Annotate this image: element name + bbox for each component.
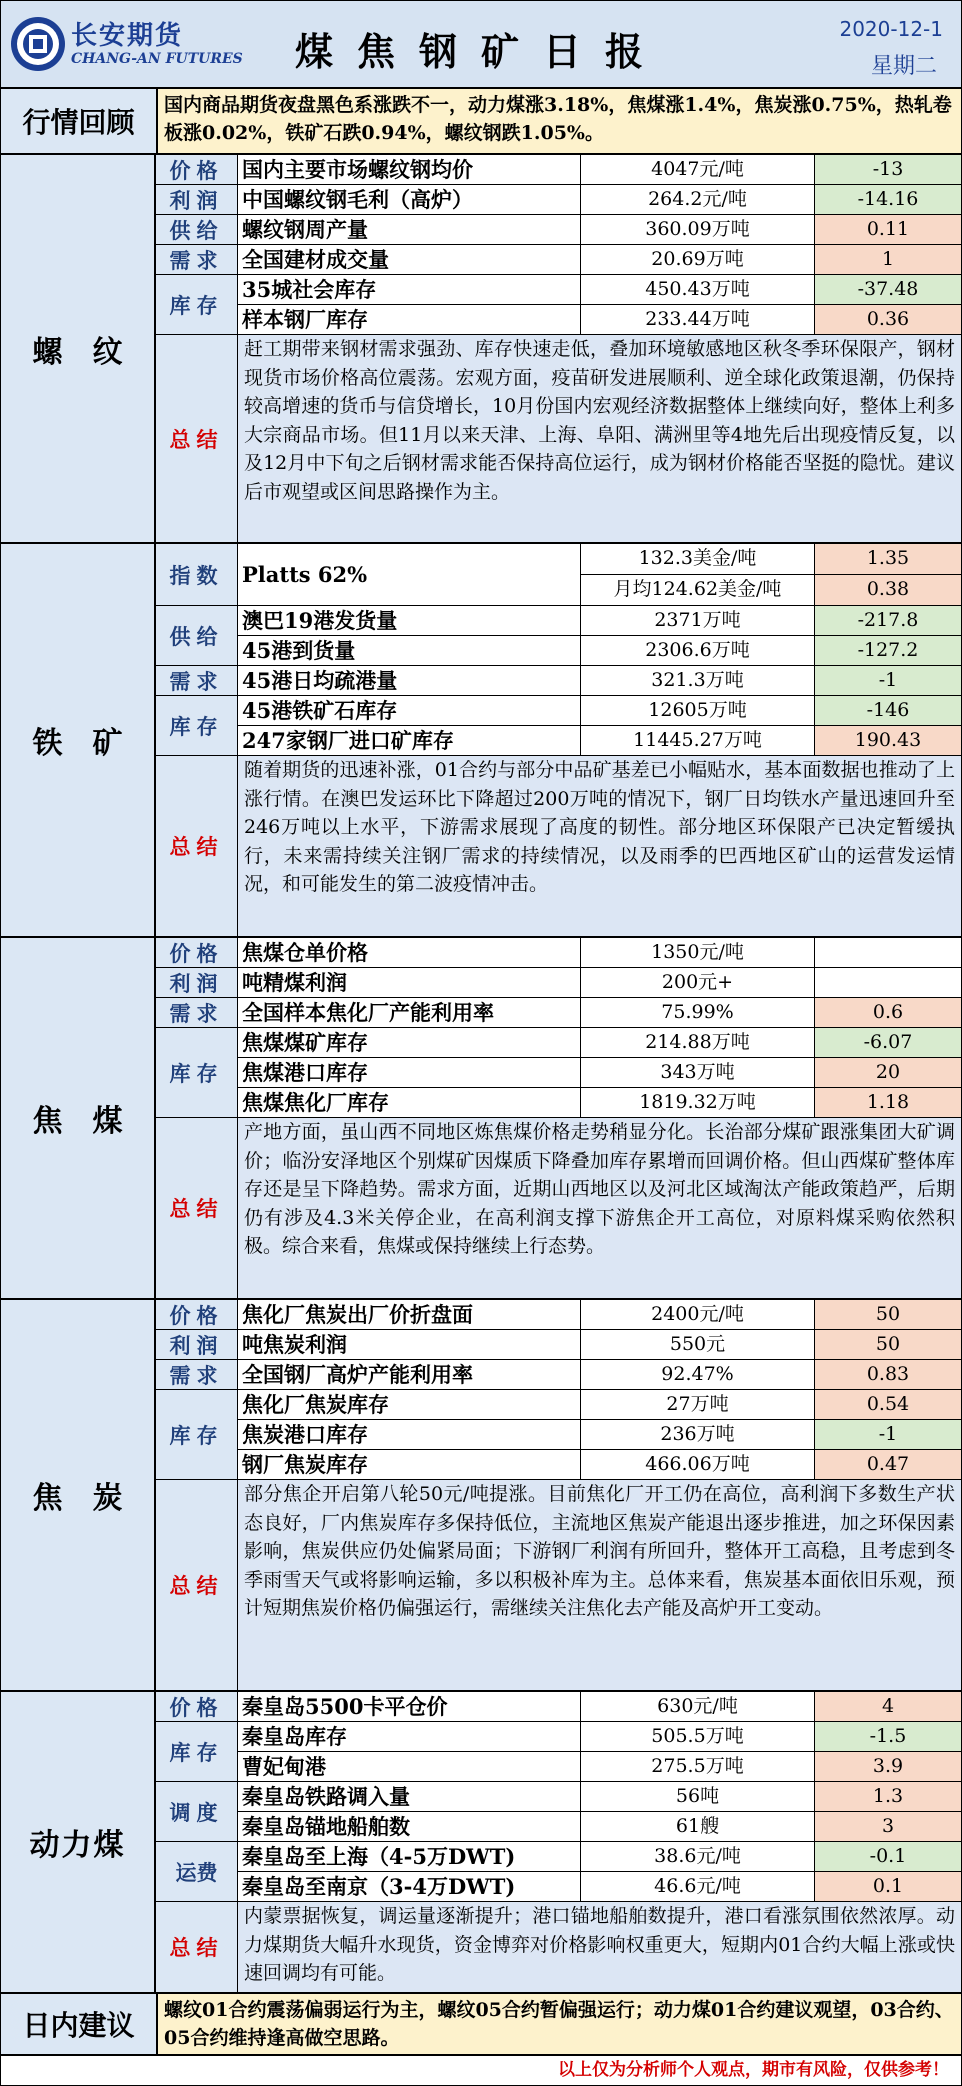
iron-ore-cat-demand: 需求 xyxy=(156,666,238,696)
coke-label: 焦炭 xyxy=(1,1300,156,1692)
iron-ore-row-change: -1 xyxy=(815,666,961,696)
rebar-row-value: 450.43万吨 xyxy=(581,275,815,305)
thermal-coal-row-name: 秦皇岛锚地船舶数 xyxy=(238,1812,581,1842)
rebar-summary-text: 赶工期带来钢材需求强劲、库存快速走低，叠加环境敏感地区秋冬季环保限产，钢材现货市场价格高位震荡。宏观方面，疫苗研发进展顺利、逆全球化政策退潮，仍保持较高增速的货币与信贷增长，10月份国内宏观经济数据整体上继续向好，整体上利多大宗商品市场。但11月以来天津、上海、阜阳、满洲里等4地先后出现疫情反复，以及12月中下旬之后钢材需求能否保持高位运行，成为钢材价格能否坚挺的隐忧。建议后市观望或区间思路操作为主。 xyxy=(238,335,961,544)
rebar-row-value: 360.09万吨 xyxy=(581,215,815,245)
chang-an-logo-icon xyxy=(9,15,67,73)
thermal-coal-row-value: 275.5万吨 xyxy=(581,1752,815,1782)
iron-ore-row-name: 247家钢厂进口矿库存 xyxy=(238,726,581,756)
rebar-row-name: 全国建材成交量 xyxy=(238,245,581,275)
iron-ore-row-value: 2371万吨 xyxy=(581,606,815,636)
rebar-row-name: 螺纹钢周产量 xyxy=(238,215,581,245)
market-review-label: 行情回顾 xyxy=(1,89,158,153)
thermal-coal-cat-price: 价格 xyxy=(156,1692,238,1722)
rebar-row-name: 国内主要市场螺纹钢均价 xyxy=(238,155,581,185)
iron-ore-row-change: -217.8 xyxy=(815,606,961,636)
coking-coal-row-change: 20 xyxy=(815,1058,961,1088)
thermal-coal-section xyxy=(1,1692,961,1994)
thermal-coal-label: 动力煤 xyxy=(1,1692,156,1994)
rebar-row-name: 样本钢厂库存 xyxy=(238,305,581,335)
iron-ore-cat-summary: 总结 xyxy=(156,756,238,938)
thermal-coal-row-value: 38.6元/吨 xyxy=(581,1842,815,1872)
iron-ore-index-value: 132.3美金/吨 xyxy=(581,544,815,575)
thermal-coal-row-value: 46.6元/吨 xyxy=(581,1872,815,1902)
intraday-advice-text: 螺纹01合约震荡偏弱运行为主，螺纹05合约暂偏强运行；动力煤01合约建议观望，03合约、05合约维持逢高做空思路。 xyxy=(158,1994,961,2054)
rebar-label: 螺纹 xyxy=(1,155,156,544)
coking-coal-label: 焦煤 xyxy=(1,938,156,1300)
thermal-coal-row-value: 505.5万吨 xyxy=(581,1722,815,1752)
coke-row-change: 0.54 xyxy=(815,1390,961,1420)
rebar-cat-demand: 需求 xyxy=(156,245,238,275)
thermal-coal-row-change: 4 xyxy=(815,1692,961,1722)
coke-cat-price: 价格 xyxy=(156,1300,238,1330)
rebar-cat-summary: 总结 xyxy=(156,335,238,544)
iron-ore-index-name: Platts 62% xyxy=(238,544,581,606)
coking-coal-row-change xyxy=(815,938,961,968)
coking-coal-row-value: 343万吨 xyxy=(581,1058,815,1088)
coke-row-name: 焦化厂焦炭库存 xyxy=(238,1390,581,1420)
thermal-coal-row-change: 3.9 xyxy=(815,1752,961,1782)
coking-coal-row-value: 1819.32万吨 xyxy=(581,1088,815,1118)
coke-cat-summary: 总结 xyxy=(156,1480,238,1692)
coke-row-value: 466.06万吨 xyxy=(581,1450,815,1480)
thermal-coal-row-name: 秦皇岛库存 xyxy=(238,1722,581,1752)
iron-ore-cat-supply: 供给 xyxy=(156,606,238,666)
market-review-text: 国内商品期货夜盘黑色系涨跌不一，动力煤涨3.18%，焦煤涨1.4%，焦炭涨0.75%，热轧卷板涨0.02%，铁矿石跌0.94%，螺纹钢跌1.05%。 xyxy=(158,89,961,153)
risk-disclaimer: 以上仅为分析师个人观点，期市有风险，仅供参考！ xyxy=(558,2060,949,2080)
thermal-coal-cat-summary: 总结 xyxy=(156,1902,238,1994)
report-weekday: 星期二 xyxy=(870,54,937,79)
coke-cat-inventory: 库存 xyxy=(156,1390,238,1480)
rebar-row-value: 233.44万吨 xyxy=(581,305,815,335)
thermal-coal-row-change: -0.1 xyxy=(815,1842,961,1872)
iron-ore-row-change: 190.43 xyxy=(815,726,961,756)
coke-row-name: 焦炭港口库存 xyxy=(238,1420,581,1450)
iron-ore-index-change: 0.38 xyxy=(815,575,961,606)
coke-summary-text: 部分焦企开启第八轮50元/吨提涨。目前焦化厂开工仍在高位，高利润下多数生产状态良好，厂内焦炭库存多保持低位，主流地区焦炭产能退出逐步推进，加之环保因素影响，焦炭供应仍处偏紧局面；下游钢厂利润有所回升，整体开工高稳，且考虑到冬季雨雪天气或将影响运输，多以积极补库为主。总体来看，焦炭基本面依旧乐观，预计短期焦炭价格仍偏强运行，需继续关注焦化去产能及高炉开工变动。 xyxy=(238,1480,961,1692)
coke-row-name: 全国钢厂高炉产能利用率 xyxy=(238,1360,581,1390)
thermal-coal-row-value: 56吨 xyxy=(581,1782,815,1812)
rebar-row-change: 0.36 xyxy=(815,305,961,335)
iron-ore-summary-text: 随着期货的迅速补涨，01合约与部分中品矿基差已小幅贴水，基本面数据也推动了上涨行情。在澳巴发运环比下降超过200万吨的情况下，钢厂日均铁水产量迅速回升至246万吨以上水平，下游需求展现了高度的韧性。部分地区环保限产已决定暂缓执行，未来需持续关注钢厂需求的持续情况，以及雨季的巴西地区矿山的运营发运情况，和可能发生的第二波疫情冲击。 xyxy=(238,756,961,938)
iron-ore-row-name: 澳巴19港发货量 xyxy=(238,606,581,636)
coke-cat-demand: 需求 xyxy=(156,1360,238,1390)
thermal-coal-row-change: 0.1 xyxy=(815,1872,961,1902)
coke-row-value: 550元 xyxy=(581,1330,815,1360)
thermal-coal-cat-dispatch: 调度 xyxy=(156,1782,238,1842)
iron-ore-section xyxy=(1,544,961,938)
iron-ore-row-change: -146 xyxy=(815,696,961,726)
rebar-cat-inventory: 库存 xyxy=(156,275,238,335)
coke-row-value: 2400元/吨 xyxy=(581,1300,815,1330)
coking-coal-row-name: 焦煤煤矿库存 xyxy=(238,1028,581,1058)
rebar-row-change: -14.16 xyxy=(815,185,961,215)
coking-coal-row-value: 75.99% xyxy=(581,998,815,1028)
coking-coal-row-value: 200元+ xyxy=(581,968,815,998)
coke-row-change: 0.83 xyxy=(815,1360,961,1390)
thermal-coal-row-name: 秦皇岛至南京（3-4万DWT) xyxy=(238,1872,581,1902)
iron-ore-cat-inventory: 库存 xyxy=(156,696,238,756)
coke-section xyxy=(1,1300,961,1692)
iron-ore-row-name: 45港日均疏港量 xyxy=(238,666,581,696)
rebar-row-value: 4047元/吨 xyxy=(581,155,815,185)
logo-text-en: CHANG-AN FUTURES xyxy=(71,51,243,67)
logo-text-cn: 长安期货 xyxy=(71,21,184,51)
market-review-row xyxy=(1,89,961,155)
rebar-row-change: 1 xyxy=(815,245,961,275)
thermal-coal-row-change: 1.3 xyxy=(815,1782,961,1812)
coke-row-value: 236万吨 xyxy=(581,1420,815,1450)
intraday-advice-label: 日内建议 xyxy=(1,1994,158,2054)
coking-coal-row-change: 1.18 xyxy=(815,1088,961,1118)
thermal-coal-row-change: -1.5 xyxy=(815,1722,961,1752)
coke-row-name: 吨焦炭利润 xyxy=(238,1330,581,1360)
iron-ore-cat-index: 指数 xyxy=(156,544,238,606)
coking-coal-cat-summary: 总结 xyxy=(156,1118,238,1300)
thermal-coal-summary-text: 内蒙票据恢复，调运量逐渐提升；港口锚地船舶数提升，港口看涨氛围依然浓厚。动力煤期货大幅升水现货，资金博弈对价格影响权重更大，短期内01合约大幅上涨或快速回调均有可能。 xyxy=(238,1902,961,1994)
rebar-row-value: 264.2元/吨 xyxy=(581,185,815,215)
iron-ore-row-name: 45港到货量 xyxy=(238,636,581,666)
report-header xyxy=(1,1,961,89)
rebar-cat-supply: 供给 xyxy=(156,215,238,245)
iron-ore-row-name: 45港铁矿石库存 xyxy=(238,696,581,726)
coke-cat-profit: 利润 xyxy=(156,1330,238,1360)
iron-ore-row-value: 12605万吨 xyxy=(581,696,815,726)
coke-row-name: 焦化厂焦炭出厂价折盘面 xyxy=(238,1300,581,1330)
iron-ore-row-change: -127.2 xyxy=(815,636,961,666)
iron-ore-index-value: 月均124.62美金/吨 xyxy=(581,575,815,606)
rebar-row-change: 0.11 xyxy=(815,215,961,245)
iron-ore-row-value: 11445.27万吨 xyxy=(581,726,815,756)
rebar-row-value: 20.69万吨 xyxy=(581,245,815,275)
rebar-row-change: -13 xyxy=(815,155,961,185)
iron-ore-row-value: 321.3万吨 xyxy=(581,666,815,696)
coking-coal-row-value: 1350元/吨 xyxy=(581,938,815,968)
rebar-cat-profit: 利润 xyxy=(156,185,238,215)
coking-coal-row-change: -6.07 xyxy=(815,1028,961,1058)
coking-coal-section xyxy=(1,938,961,1300)
coke-row-value: 27万吨 xyxy=(581,1390,815,1420)
coke-row-name: 钢厂焦炭库存 xyxy=(238,1450,581,1480)
report-title: 煤焦钢矿日报 xyxy=(294,30,667,74)
rebar-row-name: 35城社会库存 xyxy=(238,275,581,305)
coking-coal-row-name: 全国样本焦化厂产能利用率 xyxy=(238,998,581,1028)
rebar-row-change: -37.48 xyxy=(815,275,961,305)
coking-coal-cat-demand: 需求 xyxy=(156,998,238,1028)
coking-coal-row-change xyxy=(815,968,961,998)
thermal-coal-row-name: 秦皇岛5500卡平仓价 xyxy=(238,1692,581,1722)
coking-coal-summary-text: 产地方面，虽山西不同地区炼焦煤价格走势稍显分化。长治部分煤矿跟涨集团大矿调价；临汾安泽地区个别煤矿因煤质下降叠加库存累增而回调价格。但山西煤矿整体库存还是呈下降趋势。需求方面，近期山西地区以及河北区域淘汰产能政策趋严，后期仍有涉及4.3米关停企业，在高利润支撑下游焦企开工高位，对原料煤采购依然积极。综合来看，焦煤或保持继续上行态势。 xyxy=(238,1118,961,1300)
thermal-coal-cat-freight: 运费 xyxy=(156,1842,238,1902)
thermal-coal-row-value: 61艘 xyxy=(581,1812,815,1842)
coke-row-change: -1 xyxy=(815,1420,961,1450)
thermal-coal-row-name: 秦皇岛至上海（4-5万DWT) xyxy=(238,1842,581,1872)
rebar-section xyxy=(1,155,961,544)
coking-coal-cat-inventory: 库存 xyxy=(156,1028,238,1118)
coking-coal-cat-price: 价格 xyxy=(156,938,238,968)
coking-coal-row-name: 焦煤焦化厂库存 xyxy=(238,1088,581,1118)
coke-row-value: 92.47% xyxy=(581,1360,815,1390)
rebar-row-name: 中国螺纹钢毛利（高炉） xyxy=(238,185,581,215)
coking-coal-row-name: 吨精煤利润 xyxy=(238,968,581,998)
thermal-coal-row-name: 曹妃甸港 xyxy=(238,1752,581,1782)
rebar-cat-price: 价格 xyxy=(156,155,238,185)
thermal-coal-row-value: 630元/吨 xyxy=(581,1692,815,1722)
coking-coal-row-value: 214.88万吨 xyxy=(581,1028,815,1058)
coking-coal-row-name: 焦煤仓单价格 xyxy=(238,938,581,968)
thermal-coal-row-name: 秦皇岛铁路调入量 xyxy=(238,1782,581,1812)
coke-row-change: 50 xyxy=(815,1300,961,1330)
coking-coal-row-change: 0.6 xyxy=(815,998,961,1028)
coking-coal-cat-profit: 利润 xyxy=(156,968,238,998)
coke-row-change: 0.47 xyxy=(815,1450,961,1480)
iron-ore-label: 铁矿 xyxy=(1,544,156,938)
intraday-advice-row xyxy=(1,1994,961,2056)
iron-ore-index-change: 1.35 xyxy=(815,544,961,575)
coke-row-change: 50 xyxy=(815,1330,961,1360)
thermal-coal-cat-inventory: 库存 xyxy=(156,1722,238,1782)
thermal-coal-row-change: 3 xyxy=(815,1812,961,1842)
report-date: 2020-12-1 xyxy=(839,17,943,41)
coking-coal-row-name: 焦煤港口库存 xyxy=(238,1058,581,1088)
iron-ore-row-value: 2306.6万吨 xyxy=(581,636,815,666)
